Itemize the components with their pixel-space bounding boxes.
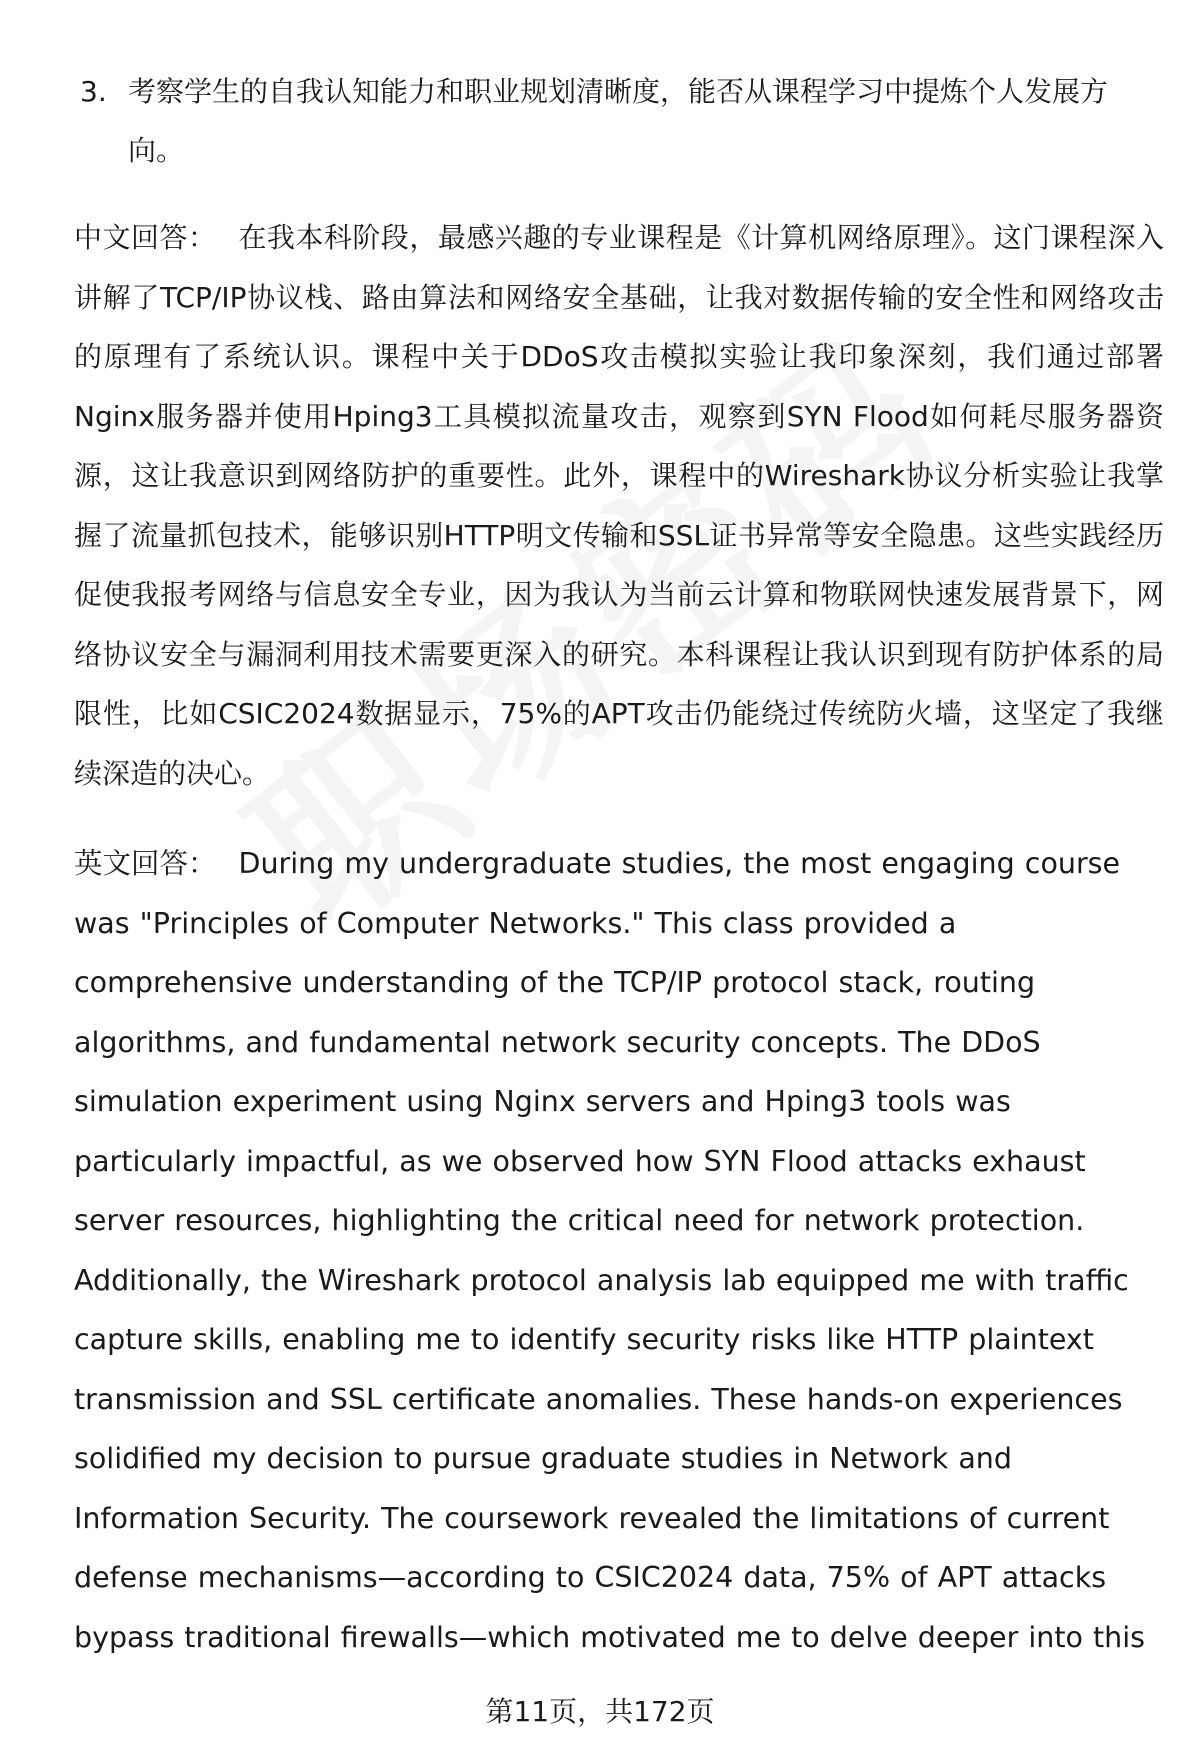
- english-answer-text: During my undergraduate studies, the most engaging course was "Principles of Computer Networks." This class provided a comprehensive understanding of the TCP/IP protocol stack, routing algorithms, and fundamental network security concepts. The DDoS simulation experiment using Nginx servers and Hping3 tools was particularly impactful, as we observed how SYN Flood attacks exhaust server resources, highlighting the critical need for network protection. Additionally, the Wireshark protocol analysis lab equipped me with traffic capture skills, enabling me to identify security risks like HTTP plaintext transmission and SSL certificate anomalies. These hands-on experiences solidified my decision to pursue graduate studies in Network and Information Security. The coursework revealed the limitations of current defense mechanisms—according to CSIC2024 data, 75% of APT attacks bypass traditional firewalls—which motivated me to delve deeper into this: [74, 847, 1146, 1654]
- list-item-text: 考察学生的自我认知能力和职业规划清晰度，能否从课程学习中提炼个人发展方向。: [128, 75, 1109, 167]
- english-answer-paragraph: [74, 834, 1164, 1667]
- page-footer: 第11页，共172页: [485, 1695, 715, 1728]
- list-item: [80, 62, 1160, 180]
- english-answer-label: 英文回答：: [74, 847, 217, 880]
- list-item-number: 3.: [80, 75, 107, 108]
- chinese-answer-paragraph: [74, 208, 1164, 803]
- chinese-answer-label: 中文回答：: [74, 221, 217, 254]
- chinese-answer-text: 在我本科阶段，最感兴趣的专业课程是《计算机网络原理》。这门课程深入讲解了TCP/IP协议栈、路由算法和网络安全基础，让我对数据传输的安全性和网络攻击的原理有了系统认识。课程中关于DDoS攻击模拟实验让我印象深刻，我们通过部署Nginx服务器并使用Hping3工具模拟流量攻击，观察到SYN Flood如何耗尽服务器资源，这让我意识到网络防护的重要性。此外，课程中的Wireshark协议分析实验让我掌握了流量抓包技术，能够识别HTTP明文传输和SSL证书异常等安全隐患。这些实践经历促使我报考网络与信息安全专业，因为我认为当前云计算和物联网快速发展背景下，网络协议安全与漏洞利用技术需要更深入的研究。本科课程让我认识到现有防护体系的局限性，比如CSIC2024数据显示，75%的APT攻击仍能绕过传统防火墙，这坚定了我继续深造的决心。: [74, 221, 1164, 790]
